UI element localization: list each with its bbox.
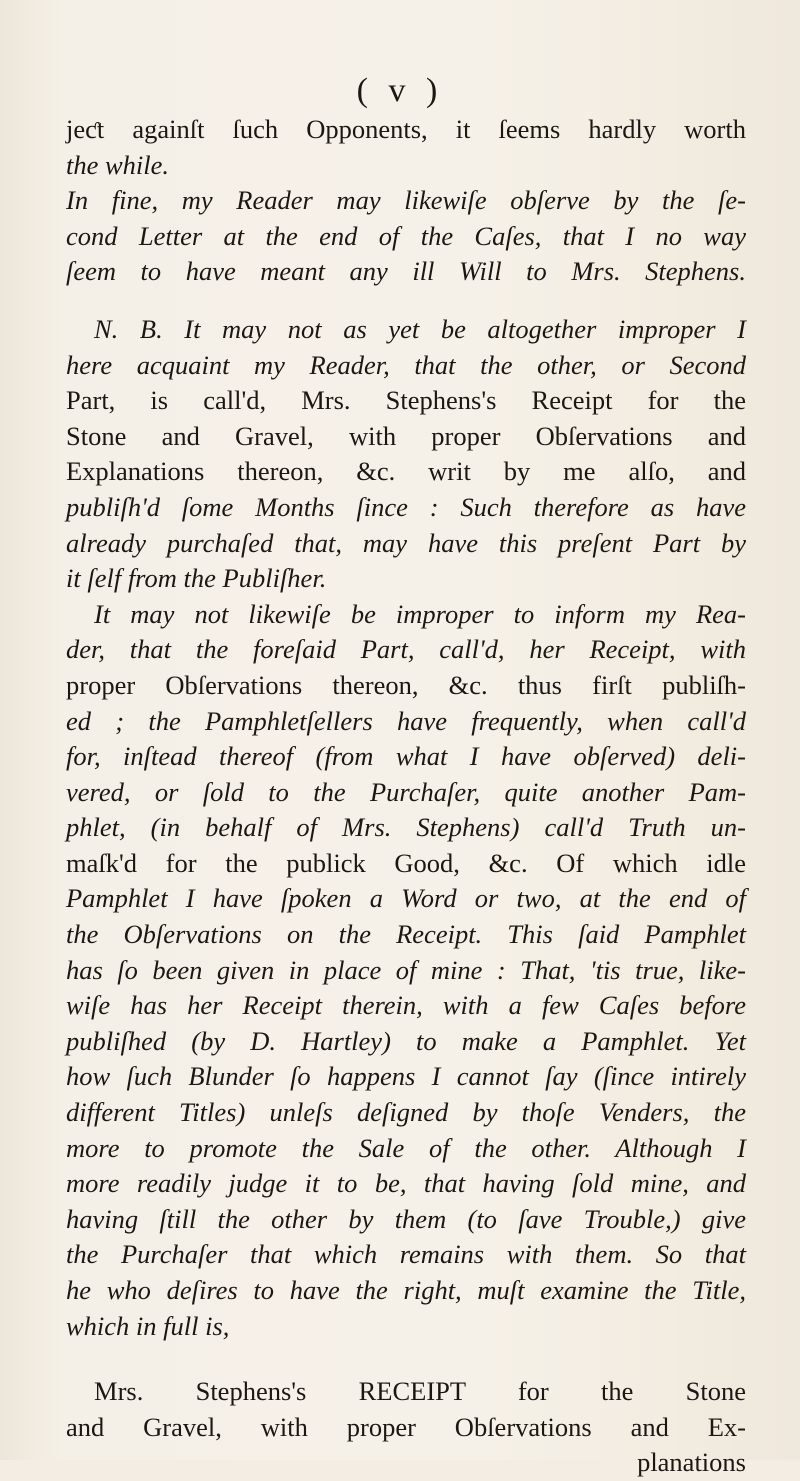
text-line: In fine, my Reader may likewiſe obſerve by the ſe- (66, 185, 746, 216)
text-line: Stone and Gravel, with proper Obſervations and (66, 420, 746, 451)
text-line: Explanations thereon, &c. writ by me alſo, and (66, 456, 746, 487)
text-line: N. B. It may not as yet be altogether improper I (94, 313, 746, 344)
text-line: Pamphlet I have ſpoken a Word or two, at the end of (66, 883, 746, 914)
text-line: It may not likewiſe be improper to inform my Rea- (94, 598, 746, 629)
text-line: has ſo been given in place of mine : That, 'tis true, like- (66, 954, 746, 985)
text-line: der, that the foreſaid Part, call'd, her Receipt, with (66, 634, 746, 665)
text-line: phlet, (in behalf of Mrs. Stephens) call'd Truth un- (66, 812, 746, 843)
text-line: vered, or ſold to the Purchaſer, quite another Pam- (66, 776, 746, 807)
text-line: different Titles) unleſs deſigned by thoſe Venders, the (66, 1097, 746, 1128)
text-line: having ſtill the other by them (to ſave Trouble,) give (66, 1203, 746, 1234)
text-line: more readily judge it to be, that having ſold mine, and (66, 1168, 746, 1199)
text-line: here acquaint my Reader, that the other, or Second (66, 349, 746, 380)
text-line: Mrs. Stephens's RECEIPT for the Stone (94, 1376, 746, 1407)
text-line: cond Letter at the end of the Caſes, that I no way (66, 220, 746, 251)
page-number: ( v ) (356, 72, 444, 109)
text-line: he who deſires to have the right, muſt examine the Title, (66, 1275, 746, 1305)
text-line: it ſelf from the Publiſher. (66, 563, 327, 594)
text-line: jeƈt againſt ſuch Opponents, it ſeems hardly worth (66, 114, 746, 144)
text-line: publiſhed (by D. Hartley) to make a Pamphlet. Yet (66, 1025, 746, 1056)
text-line: how ſuch Blunder ſo happens I cannot ſay (ſince intirely (66, 1061, 746, 1092)
text-line: ed ; the Pamphletſellers have frequently, when call'd (66, 705, 746, 736)
text-line: publiſh'd ſome Months ſince : Such therefore as have (66, 491, 746, 522)
text-line: planations (637, 1447, 746, 1478)
text-line: the Purchaſer that which remains with them. So that (66, 1239, 746, 1270)
text-line: Part, is call'd, Mrs. Stephens's Receipt for the (66, 385, 746, 416)
text-line: more to promote the Sale of the other. Although I (66, 1132, 746, 1163)
text-line: and Gravel, with proper Obſervations and Ex- (66, 1411, 746, 1442)
body-text (66, 112, 746, 1481)
text-line: wiſe has her Receipt therein, with a few Caſes before (66, 990, 746, 1021)
text-line: maſk'd for the publick Good, &c. Of which idle (66, 847, 746, 878)
text-line: which in full is, (66, 1310, 230, 1341)
text-line: the while. (66, 149, 170, 180)
text-line: ſeem to have meant any ill Will to Mrs. Stephens. (66, 256, 746, 287)
text-line: already purchaſed that, may have this preſent Part by (66, 527, 746, 558)
text-line: proper Obſervations thereon, &c. thus firſt publiſh- (66, 669, 746, 700)
text-line: for, inſtead thereof (from what I have obſerved) deli- (66, 741, 746, 772)
text-line: the Obſervations on the Receipt. This ſaid Pamphlet (66, 919, 746, 950)
